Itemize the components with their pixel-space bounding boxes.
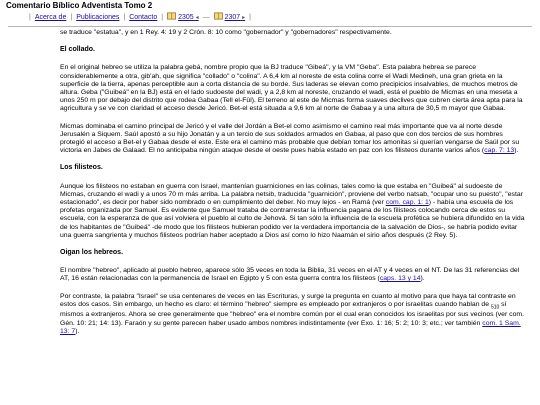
header-divider — [8, 26, 532, 27]
nav-separator: | — [123, 14, 126, 21]
nav-separator: — — [202, 14, 210, 21]
paragraph-text: sí mismos a extranjeros. Ahora se cree generalmente que "hebreo" era el nombre común por el cual eran conocidos los israelitas por sus vecinos (ver com. Gén. 10: 21; 14: 13). Faraón y su gente parecen haber usado ambos nombres indistintamente (ver Exo. 1: 16; 5: 2; 10: 3; etc.; ver también — [60, 300, 524, 327]
paragraph-text: El nombre "hebreo", aplicado al pueblo hebreo, aparece sólo 35 veces en toda la Biblia, 31 veces en el AT y 4 veces en el NT. De las 31 referencias del AT, 16 están relacionadas con la permanencia de Israel en Egipto y 5 con esta guerra contra los filisteos ( — [60, 267, 520, 283]
prev-page-link[interactable] — [164, 12, 202, 24]
page-number-marker: 510 — [490, 304, 500, 311]
next-arrow-icon: ▸ — [242, 15, 246, 21]
paragraph-hebreos-2 — [60, 293, 528, 336]
paragraph-text: ) - había una escuela de los profetas organizada por Samuel. Es evidente que Samuel trataba de contrarrestar la influencia pagana de los filisteos colocando cerca de estos su escuela, con la esperanza de que así volviera el pueblo al culto de Jehová. Si tan sólo la influencia de la escuela profética se hubiera difundido en la vida de los habitantes de "Guibeá" -de modo que los filisteos hubieran podido ver la verdadera importancia de la salvación de Dios-, se habría podido evitar una guerra sangrienta y muchos filisteos podrían haber aceptado a Dios así como lo hizo Naamán el sirio años después (2 Rey. 5). — [60, 199, 525, 239]
paragraph-collado-2 — [60, 123, 528, 156]
prev-arrow-icon: ◂ — [195, 15, 199, 21]
nav-contact-link[interactable]: Contacto — [129, 14, 158, 21]
prev-page-number: 2305 — [178, 14, 194, 21]
book-icon — [214, 12, 223, 20]
book-icon — [167, 12, 176, 20]
next-page-number: 2307 — [224, 14, 241, 21]
nav-separator: | — [70, 14, 73, 21]
nav-publications-link[interactable]: Publicaciones — [76, 14, 120, 21]
ref-link-cap1[interactable]: com. cap. 1: 1 — [385, 199, 429, 207]
paragraph-text: Aunque los filisteos no estaban en guerra con Israel, mantenían guarniciones en las colinas, tales como la que estaba en "Guibeá" al sudoeste de Micmas, cruzando el wadi y a unos 70 m más arriba. La palabra netsib, traducida "guarnición", proviene del verbo natsab, "ocupar uno su puesto", "estar estacionado", es decir por haber sido nombrado o en cumplimiento del deber. No muy lejos - en Ramá (ver — [60, 182, 523, 207]
paragraph-text: Micmas dominaba el camino principal de Jericó y el valle del Jordán a Bet-el como asimismo el camino real más importante que va al norte desde Jerusalén a Siquem. Saúl apostó a su hijo Jonatán y a un tercio de sus soldados armados en Gabaa, al paso que con dos tercios de sus hombres protegió el acceso a Bet-el y Gabaa desde el este. Este era el camino más probable que debían tomar los amonitas si querían vengarse de Saúl por su victoria en Jabes de Galaad. El no anticipaba ningún ataque desde el oeste pues había estado en paz con los filisteos durante varios años ( — [60, 122, 520, 155]
top-header — [0, 0, 540, 28]
app-title: Comentario Bíblico Adventista Tomo 2 — [6, 1, 153, 10]
ref-link-caps[interactable]: caps. 13 y 14 — [379, 275, 421, 283]
paragraph-filisteos — [60, 183, 528, 240]
paragraph-text: ). — [514, 147, 519, 155]
paragraph-text: ). — [420, 275, 425, 283]
paragraph-hebreos-1 — [60, 267, 528, 283]
section-heading-filisteos: Los filisteos. — [60, 164, 103, 172]
nav-bar — [28, 12, 252, 24]
paragraph-collado-1: En el original hebreo se utiliza la palabra gebá, nombre propio que la BJ traduce "Gibeá", y la VM "Geba". Esta palabra hebrea se parece considerablemente a otra, gib'ah, que significa "collado" o "colina". A 6,4 km al noreste de esta colina corre el Wadi Medineh, una gran grieta en la superficie de la tierra, apenas perceptible aun a corta distancia de su borde. Sus laderas se elevan como precipicios insalvables, de muchos metros de altura. Geba ("Guibeá" en la BJ) está en el lado sudoeste del wadi, y a 2,8 km al noreste, cruzando el wadi, está el pueblo de Micmas en una meseta a unos 250 m por debajo del distrito que rodea Gabaa (Tell el-Fûl). El terreno al este de Micmas forma suaves declives que cubren cierta área apta para la agricultura y se ve con claridad el acceso desde Jericó. Bet-el está situada a 9,6 km al norte de Gabaa y a una altura de 30,5 m mayor que Gabaa. — [60, 64, 523, 113]
next-page-link[interactable] — [211, 12, 249, 24]
nav-separator: | — [29, 14, 31, 21]
nav-separator: | — [249, 14, 251, 21]
nav-separator: | — [161, 14, 164, 21]
section-heading-collado: El collado. — [60, 46, 96, 54]
commentary-content — [60, 29, 528, 405]
nav-about-link[interactable]: Acerca de — [34, 14, 67, 21]
ref-link-1sam[interactable]: com. 1 Sam. 13: 7 — [60, 319, 521, 335]
paragraph-text: Por contraste, la palabra "Israel" se usa centenares de veces en las Escrituras, y surge la pregunta en cuanto al motivo para que haya tal contraste en estos dos casos. Sin embargo, un hecho es claro: el término "hebreo" siempre es empleado por extranjeros o por israelitas cuando hablan de — [60, 292, 516, 308]
intro-paragraph: se traduce "estatua", y en 1 Rey. 4: 19 y 2 Crón. 8: 10 como "gobernador" y "gobernadores" respectivamente. — [60, 29, 392, 36]
section-heading-hebreos: Oigan los hebreos. — [60, 249, 124, 257]
paragraph-text: ). — [75, 327, 80, 335]
ref-link-cap7[interactable]: cap. 7: 13 — [484, 147, 515, 155]
